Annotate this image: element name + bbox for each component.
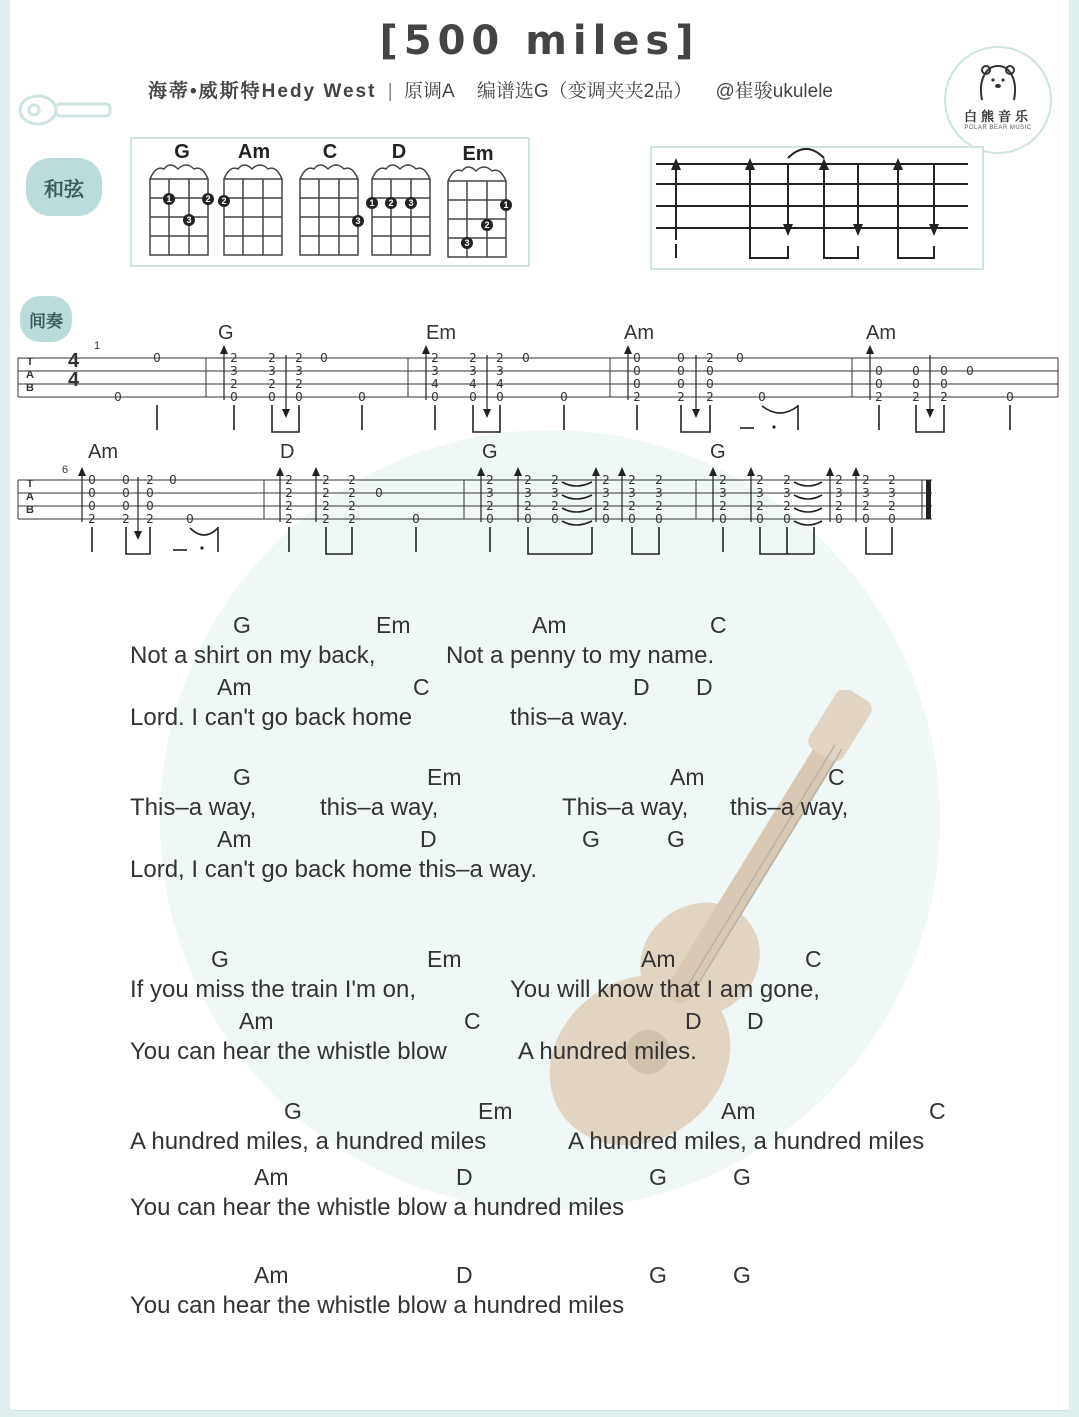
lyric-pair bbox=[130, 946, 1030, 1006]
svg-text:0: 0 bbox=[912, 377, 920, 391]
svg-text:2: 2 bbox=[122, 512, 130, 526]
svg-text:3: 3 bbox=[551, 486, 559, 500]
svg-text:0: 0 bbox=[888, 512, 896, 526]
time-signature-top: 4 bbox=[68, 350, 80, 372]
chord-label: Am bbox=[254, 1164, 289, 1190]
chord-label: G bbox=[733, 1262, 751, 1288]
svg-text:0: 0 bbox=[169, 473, 177, 487]
svg-text:0: 0 bbox=[146, 499, 154, 513]
svg-text:2: 2 bbox=[756, 499, 764, 513]
tab-clef-a: A bbox=[26, 369, 34, 381]
lyric-text: Not a penny to my name. bbox=[446, 642, 715, 669]
svg-text:3: 3 bbox=[602, 486, 610, 500]
chord-label: D bbox=[456, 1262, 473, 1288]
chord-name-g: G bbox=[174, 141, 190, 163]
svg-text:0: 0 bbox=[88, 499, 96, 513]
lyric-pair bbox=[130, 764, 1030, 824]
svg-text:0: 0 bbox=[560, 390, 568, 404]
svg-text:2: 2 bbox=[888, 499, 896, 513]
tab-clef-b: B bbox=[26, 382, 34, 394]
svg-text:0: 0 bbox=[153, 351, 161, 365]
svg-text:2: 2 bbox=[524, 499, 532, 513]
tab-chord-label: D bbox=[280, 441, 295, 463]
chord-name-d: D bbox=[391, 141, 407, 163]
svg-text:2: 2 bbox=[348, 512, 356, 526]
chord-label: G bbox=[649, 1262, 667, 1288]
chord-line bbox=[130, 946, 1030, 976]
chord-line bbox=[130, 764, 1030, 794]
chord-label: D bbox=[747, 1008, 764, 1034]
lyric-line bbox=[130, 704, 1030, 734]
chord-label: Am bbox=[670, 764, 705, 790]
chord-label: Em bbox=[427, 946, 462, 972]
svg-text:4: 4 bbox=[431, 377, 439, 391]
svg-text:3: 3 bbox=[756, 486, 764, 500]
tab-clef-t: T bbox=[26, 356, 34, 368]
lyric-pair bbox=[130, 612, 1030, 672]
tab-chord-label: Am bbox=[624, 322, 654, 344]
svg-text:2: 2 bbox=[633, 390, 641, 404]
svg-text:2: 2 bbox=[221, 196, 227, 206]
svg-text:3: 3 bbox=[469, 364, 477, 378]
svg-text:3: 3 bbox=[496, 364, 504, 378]
svg-text:1: 1 bbox=[166, 194, 172, 204]
svg-text:0: 0 bbox=[186, 512, 194, 526]
tab-chord-label: Em bbox=[426, 322, 456, 344]
svg-text:2: 2 bbox=[285, 512, 293, 526]
svg-text:2: 2 bbox=[322, 499, 330, 513]
svg-text:0: 0 bbox=[496, 390, 504, 404]
svg-text:2: 2 bbox=[940, 390, 948, 404]
tab-chord-label: Am bbox=[866, 322, 896, 344]
svg-text:2: 2 bbox=[551, 473, 559, 487]
svg-text:2: 2 bbox=[486, 473, 494, 487]
section-chords-label: 和弦 bbox=[26, 158, 102, 216]
chord-label: C bbox=[413, 674, 430, 700]
lyric-pair bbox=[130, 1262, 1030, 1322]
svg-text:2: 2 bbox=[348, 499, 356, 513]
measure-number-6: 6 bbox=[62, 464, 69, 476]
svg-text:2: 2 bbox=[348, 486, 356, 500]
lyric-pair bbox=[130, 1098, 1030, 1158]
song-title: [500 miles] bbox=[379, 18, 700, 64]
svg-text:0: 0 bbox=[522, 351, 530, 365]
svg-text:2: 2 bbox=[835, 499, 843, 513]
lyric-pair bbox=[130, 1008, 1030, 1068]
lyric-line bbox=[130, 856, 1030, 886]
svg-text:2: 2 bbox=[230, 351, 238, 365]
svg-text:3: 3 bbox=[408, 198, 414, 208]
svg-text:0: 0 bbox=[551, 512, 559, 526]
svg-text:2: 2 bbox=[285, 486, 293, 500]
svg-text:0: 0 bbox=[320, 351, 328, 365]
svg-text:3: 3 bbox=[186, 215, 192, 225]
chord-label: Am bbox=[239, 1008, 274, 1034]
lyric-text: A hundred miles, a hundred miles bbox=[130, 1128, 487, 1155]
chord-label: D bbox=[685, 1008, 702, 1034]
svg-text:0: 0 bbox=[633, 377, 641, 391]
lyric-text: This–a way, bbox=[130, 794, 257, 821]
chord-label: G bbox=[582, 826, 600, 852]
svg-text:3: 3 bbox=[835, 486, 843, 500]
svg-text:2: 2 bbox=[862, 473, 870, 487]
svg-text:0: 0 bbox=[146, 486, 154, 500]
svg-text:0: 0 bbox=[758, 390, 766, 404]
svg-text:0: 0 bbox=[940, 364, 948, 378]
svg-text:2: 2 bbox=[602, 499, 610, 513]
chord-label: Em bbox=[376, 612, 411, 638]
svg-text:2: 2 bbox=[484, 220, 490, 230]
artist-name: 海蒂•威斯特Hedy West bbox=[148, 81, 377, 102]
svg-text:0: 0 bbox=[122, 486, 130, 500]
svg-text:2: 2 bbox=[783, 499, 791, 513]
svg-text:0: 0 bbox=[719, 512, 727, 526]
svg-text:0: 0 bbox=[114, 390, 122, 404]
svg-text:2: 2 bbox=[628, 499, 636, 513]
svg-text:0: 0 bbox=[469, 390, 477, 404]
chord-line bbox=[130, 1164, 1030, 1194]
svg-text:0: 0 bbox=[633, 364, 641, 378]
chord-name-c: C bbox=[322, 141, 338, 163]
chord-label: Am bbox=[217, 674, 252, 700]
svg-text:0: 0 bbox=[602, 512, 610, 526]
svg-text:2: 2 bbox=[348, 473, 356, 487]
svg-text:4: 4 bbox=[496, 377, 504, 391]
chord-line bbox=[130, 1008, 1030, 1038]
svg-text:3: 3 bbox=[862, 486, 870, 500]
svg-text:3: 3 bbox=[888, 486, 896, 500]
chord-label: G bbox=[284, 1098, 302, 1124]
tab-clef-a: A bbox=[26, 491, 34, 503]
tab-chord-label: G bbox=[710, 441, 726, 463]
lyric-text: You can hear the whistle blow bbox=[130, 1038, 447, 1065]
intro-tablature bbox=[10, 0, 1069, 560]
chord-label: C bbox=[828, 764, 845, 790]
lyric-pair bbox=[130, 826, 1030, 886]
chord-name-em: Em bbox=[462, 143, 494, 165]
tab-chord-label: G bbox=[482, 441, 498, 463]
lyric-text: this–a way. bbox=[510, 704, 629, 731]
svg-text:0: 0 bbox=[756, 512, 764, 526]
svg-text:0: 0 bbox=[677, 351, 685, 365]
lyric-text: A hundred miles. bbox=[518, 1038, 697, 1065]
time-signature-bottom: 4 bbox=[68, 369, 80, 391]
tab-chord-label: Am bbox=[88, 441, 118, 463]
svg-text:0: 0 bbox=[230, 390, 238, 404]
svg-text:0: 0 bbox=[628, 512, 636, 526]
chord-label: D bbox=[633, 674, 650, 700]
svg-text:2: 2 bbox=[677, 390, 685, 404]
lyric-pair bbox=[130, 674, 1030, 734]
subtitle-separator: | bbox=[387, 81, 393, 102]
chord-label: Am bbox=[721, 1098, 756, 1124]
svg-text:2: 2 bbox=[388, 198, 394, 208]
lyric-line bbox=[130, 1128, 1030, 1158]
lyric-line bbox=[130, 794, 1030, 824]
svg-text:2: 2 bbox=[628, 473, 636, 487]
svg-text:2: 2 bbox=[486, 499, 494, 513]
chord-label: Am bbox=[217, 826, 252, 852]
svg-text:0: 0 bbox=[706, 377, 714, 391]
chord-label: G bbox=[233, 764, 251, 790]
svg-text:2: 2 bbox=[146, 512, 154, 526]
svg-text:3: 3 bbox=[230, 364, 238, 378]
svg-text:2: 2 bbox=[230, 377, 238, 391]
arrangement-key: 编谱选G（变调夹夹2品） bbox=[476, 81, 693, 102]
svg-text:0: 0 bbox=[122, 499, 130, 513]
svg-text:3: 3 bbox=[486, 486, 494, 500]
svg-text:3: 3 bbox=[355, 216, 361, 226]
song-sheet bbox=[10, 0, 1069, 1411]
measure-number-1: 1 bbox=[94, 340, 101, 352]
svg-text:2: 2 bbox=[431, 351, 439, 365]
svg-text:3: 3 bbox=[268, 364, 276, 378]
svg-text:4: 4 bbox=[469, 377, 477, 391]
logo-cn: 白熊音乐 bbox=[963, 109, 1032, 124]
chord-label: G bbox=[667, 826, 685, 852]
svg-text:3: 3 bbox=[655, 486, 663, 500]
svg-text:0: 0 bbox=[912, 364, 920, 378]
svg-text:2: 2 bbox=[783, 473, 791, 487]
svg-text:0: 0 bbox=[431, 390, 439, 404]
logo-en: POLAR BEAR MUSIC bbox=[964, 125, 1032, 131]
svg-text:0: 0 bbox=[940, 377, 948, 391]
svg-text:3: 3 bbox=[295, 364, 303, 378]
svg-text:2: 2 bbox=[706, 390, 714, 404]
tab-clef-t: T bbox=[26, 478, 34, 490]
chord-line bbox=[130, 612, 1030, 642]
svg-text:2: 2 bbox=[268, 351, 276, 365]
svg-text:3: 3 bbox=[719, 486, 727, 500]
chord-label: Am bbox=[254, 1262, 289, 1288]
svg-text:0: 0 bbox=[295, 390, 303, 404]
svg-text:1: 1 bbox=[503, 200, 509, 210]
lyric-text: If you miss the train I'm on, bbox=[130, 976, 417, 1003]
svg-text:2: 2 bbox=[285, 499, 293, 513]
svg-text:2: 2 bbox=[719, 473, 727, 487]
lyric-line bbox=[130, 1194, 1030, 1224]
tab-chord-label: G bbox=[218, 322, 234, 344]
lyric-text: You can hear the whistle blow a hundred miles bbox=[130, 1194, 625, 1221]
svg-text:2: 2 bbox=[719, 499, 727, 513]
svg-text:3: 3 bbox=[464, 238, 470, 248]
svg-text:0: 0 bbox=[655, 512, 663, 526]
svg-text:2: 2 bbox=[322, 486, 330, 500]
svg-text:2: 2 bbox=[205, 194, 211, 204]
svg-text:2: 2 bbox=[285, 473, 293, 487]
svg-text:0: 0 bbox=[486, 512, 494, 526]
chord-label: G bbox=[649, 1164, 667, 1190]
chord-name-am: Am bbox=[237, 141, 271, 163]
original-key: 原调A bbox=[403, 81, 454, 102]
svg-text:2: 2 bbox=[655, 499, 663, 513]
svg-text:2: 2 bbox=[268, 377, 276, 391]
svg-text:0: 0 bbox=[677, 377, 685, 391]
svg-text:3: 3 bbox=[431, 364, 439, 378]
lyric-line bbox=[130, 642, 1030, 672]
chord-label: C bbox=[464, 1008, 481, 1034]
svg-text:0: 0 bbox=[88, 473, 96, 487]
svg-text:2: 2 bbox=[888, 473, 896, 487]
chord-label: Em bbox=[427, 764, 462, 790]
tab-clef-b: B bbox=[26, 504, 34, 516]
chord-label: D bbox=[696, 674, 713, 700]
lyric-text: A hundred miles, a hundred miles bbox=[568, 1128, 925, 1155]
svg-text:0: 0 bbox=[862, 512, 870, 526]
lyric-line bbox=[130, 1292, 1030, 1322]
svg-text:3: 3 bbox=[628, 486, 636, 500]
svg-text:2: 2 bbox=[496, 351, 504, 365]
chord-line bbox=[130, 1262, 1030, 1292]
lyric-text: Not a shirt on my back, bbox=[130, 642, 376, 669]
svg-text:0: 0 bbox=[88, 486, 96, 500]
svg-text:2: 2 bbox=[551, 499, 559, 513]
svg-text:2: 2 bbox=[875, 390, 883, 404]
svg-text:0: 0 bbox=[412, 512, 420, 526]
svg-text:2: 2 bbox=[602, 473, 610, 487]
svg-text:0: 0 bbox=[875, 377, 883, 391]
chord-line bbox=[130, 826, 1030, 856]
chord-line bbox=[130, 1098, 1030, 1128]
chord-label: G bbox=[211, 946, 229, 972]
lyric-line bbox=[130, 976, 1030, 1006]
svg-text:2: 2 bbox=[295, 377, 303, 391]
lyric-text: Lord, I can't go back home this–a way. bbox=[130, 856, 538, 883]
svg-text:2: 2 bbox=[756, 473, 764, 487]
chord-label: Am bbox=[532, 612, 567, 638]
svg-text:0: 0 bbox=[875, 364, 883, 378]
chord-label: D bbox=[456, 1164, 473, 1190]
svg-text:2: 2 bbox=[706, 351, 714, 365]
svg-text:2: 2 bbox=[912, 390, 920, 404]
svg-text:2: 2 bbox=[469, 351, 477, 365]
svg-text:3: 3 bbox=[783, 486, 791, 500]
svg-text:2: 2 bbox=[146, 473, 154, 487]
lyric-text: this–a way, bbox=[320, 794, 439, 821]
chord-label: C bbox=[805, 946, 822, 972]
svg-text:0: 0 bbox=[677, 364, 685, 378]
svg-text:2: 2 bbox=[88, 512, 96, 526]
svg-text:0: 0 bbox=[633, 351, 641, 365]
lyric-pair bbox=[130, 1164, 1030, 1224]
section-intro-label: 间奏 bbox=[20, 296, 72, 342]
svg-text:0: 0 bbox=[268, 390, 276, 404]
svg-text:0: 0 bbox=[358, 390, 366, 404]
svg-text:0: 0 bbox=[375, 486, 383, 500]
chord-line bbox=[130, 674, 1030, 704]
lyric-text: This–a way, bbox=[562, 794, 689, 821]
arranger-credit: @崔骏ukulele bbox=[715, 81, 833, 102]
svg-text:2: 2 bbox=[295, 351, 303, 365]
svg-text:2: 2 bbox=[835, 473, 843, 487]
svg-text:0: 0 bbox=[736, 351, 744, 365]
svg-text:0: 0 bbox=[706, 364, 714, 378]
svg-text:2: 2 bbox=[655, 473, 663, 487]
svg-text:0: 0 bbox=[966, 364, 974, 378]
chord-label: D bbox=[420, 826, 437, 852]
svg-text:0: 0 bbox=[122, 473, 130, 487]
chord-label: C bbox=[710, 612, 727, 638]
chord-label: G bbox=[733, 1164, 751, 1190]
lyric-text: Lord. I can't go back home bbox=[130, 704, 413, 731]
chord-label: Am bbox=[641, 946, 676, 972]
svg-text:0: 0 bbox=[783, 512, 791, 526]
chord-label: Em bbox=[478, 1098, 513, 1124]
lyric-line bbox=[130, 1038, 1030, 1068]
lyric-text: You can hear the whistle blow a hundred miles bbox=[130, 1292, 625, 1319]
svg-text:2: 2 bbox=[524, 473, 532, 487]
lyric-text: You will know that I am gone, bbox=[510, 976, 820, 1003]
lyric-text: this–a way, bbox=[730, 794, 849, 821]
svg-text:2: 2 bbox=[862, 499, 870, 513]
svg-text:0: 0 bbox=[1006, 390, 1014, 404]
svg-text:3: 3 bbox=[524, 486, 532, 500]
svg-text:0: 0 bbox=[835, 512, 843, 526]
chord-label: C bbox=[929, 1098, 946, 1124]
svg-text:0: 0 bbox=[524, 512, 532, 526]
svg-text:2: 2 bbox=[322, 473, 330, 487]
chord-label: G bbox=[233, 612, 251, 638]
svg-text:2: 2 bbox=[322, 512, 330, 526]
svg-text:1: 1 bbox=[369, 198, 375, 208]
